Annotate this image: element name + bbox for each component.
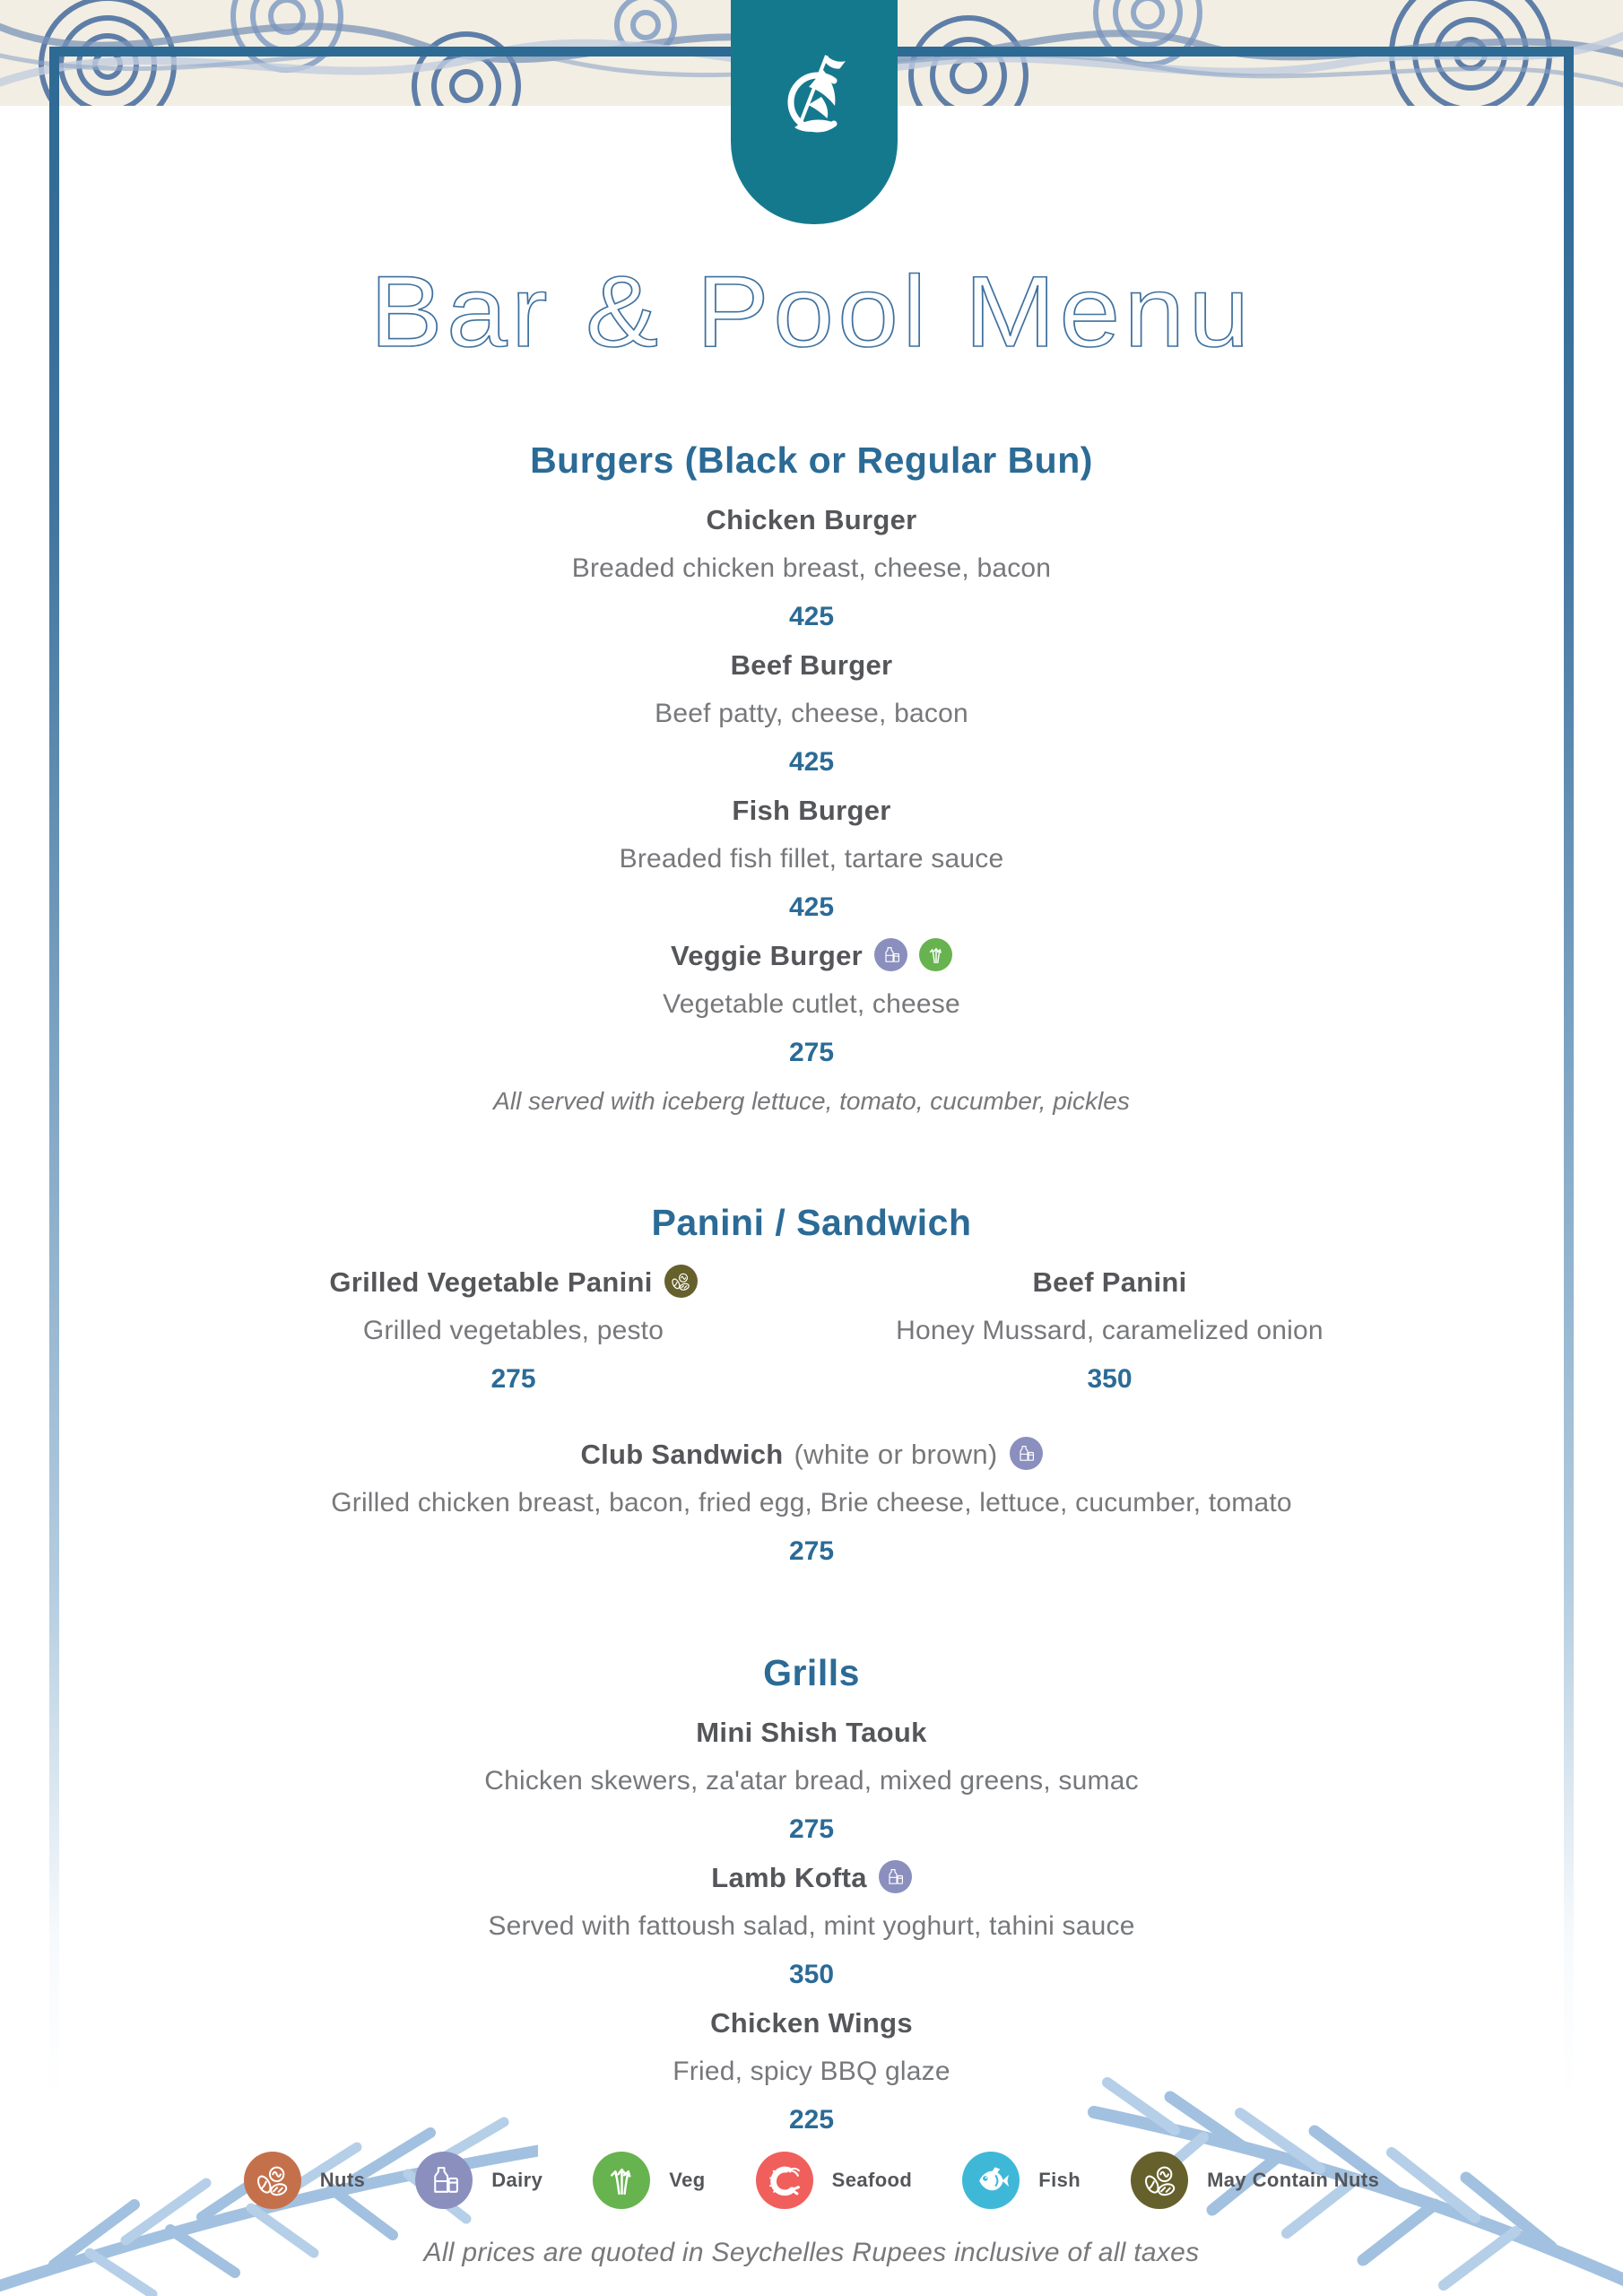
legend-label: Fish <box>1038 2169 1081 2191</box>
seafood-icon <box>756 2152 813 2209</box>
item-name <box>0 1854 1623 1902</box>
section-title: Grills <box>763 1652 860 1693</box>
dairy-icon <box>415 2152 473 2209</box>
resort-logo-icon <box>771 47 857 154</box>
item-name-text: Grilled Vegetable Panini <box>329 1266 653 1298</box>
fish-icon <box>962 2152 1020 2209</box>
item-name: Fish Burger <box>732 795 891 826</box>
burgers-note: All served with iceberg lettuce, tomato, cucumber, pickles <box>493 1087 1130 1115</box>
legend-label: Veg <box>669 2169 706 2191</box>
dairy-icon <box>1010 1437 1043 1470</box>
allergen-legend <box>0 2152 1623 2209</box>
item-name: Beef Panini <box>1032 1266 1187 1298</box>
panini-columns <box>215 1258 1408 1404</box>
item-description: Grilled chicken breast, bacon, fried egg, Brie cheese, lettuce, cucumber, tomato <box>331 1488 1292 1518</box>
legend-label: May Contain Nuts <box>1207 2169 1380 2191</box>
section-title: Burgers (Black or Regular Bun) <box>530 439 1093 481</box>
legend-label: Seafood <box>831 2169 913 2191</box>
item-price: 275 <box>788 1038 835 1067</box>
may-contain-nuts-icon <box>664 1265 698 1298</box>
item-name <box>0 1431 1623 1479</box>
item-price: 275 <box>490 1364 536 1394</box>
may-contain-nuts-icon <box>1131 2152 1188 2209</box>
menu-item-mini-shish-taouk <box>0 1709 1623 1854</box>
item-name <box>215 1258 812 1307</box>
menu-title-text: Bar & Pool Menu <box>369 256 1254 368</box>
item-name-text: Veggie Burger <box>670 940 864 971</box>
item-description: Fried, spicy BBQ glaze <box>673 2057 950 2086</box>
legend-item-dairy <box>415 2152 542 2209</box>
item-price: 425 <box>788 747 835 777</box>
menu-item-fish-burger <box>0 787 1623 932</box>
menu-item-grilled-vegetable-panini <box>215 1258 812 1404</box>
item-price: 225 <box>788 2105 835 2135</box>
menu-item-lamb-kofta <box>0 1854 1623 1999</box>
veg-icon <box>919 938 952 971</box>
menu-item-beef-panini <box>812 1258 1408 1404</box>
item-price: 350 <box>1087 1364 1133 1394</box>
section-title: Panini / Sandwich <box>651 1202 972 1243</box>
menu-item-veggie-burger <box>0 932 1623 1077</box>
item-name: Chicken Wings <box>710 2007 913 2039</box>
item-price: 275 <box>788 1536 835 1566</box>
item-price: 350 <box>788 1960 835 1989</box>
menu-item-beef-burger <box>0 641 1623 787</box>
menu-item-chicken-burger <box>0 496 1623 641</box>
item-description: Beef patty, cheese, bacon <box>655 699 968 728</box>
item-name-text: Lamb Kofta <box>711 1862 867 1893</box>
item-price: 425 <box>788 892 835 922</box>
price-note: All prices are quoted in Seychelles Rupees inclusive of all taxes <box>423 2238 1200 2267</box>
item-description: Chicken skewers, za'atar bread, mixed greens, sumac <box>484 1766 1139 1796</box>
section-panini-sandwich <box>0 1196 1623 1576</box>
item-description: Vegetable cutlet, cheese <box>663 989 960 1019</box>
logo-badge <box>731 0 898 224</box>
item-description: Breaded chicken breast, cheese, bacon <box>571 553 1052 583</box>
item-description: Grilled vegetables, pesto <box>362 1316 664 1345</box>
item-price: 425 <box>788 602 835 631</box>
legend-item-fish <box>962 2152 1081 2209</box>
veg-icon <box>593 2152 650 2209</box>
nuts-icon <box>244 2152 301 2209</box>
item-description: Served with fattoush salad, mint yoghurt, tahini sauce <box>488 1911 1135 1941</box>
legend-item-veg <box>593 2152 705 2209</box>
legend-item-seafood <box>756 2152 913 2209</box>
menu-item-chicken-wings <box>0 1999 1623 2144</box>
legend-item-may-contain-nuts <box>1131 2152 1379 2209</box>
item-price: 275 <box>788 1814 835 1844</box>
dairy-icon <box>874 938 907 971</box>
section-burgers <box>0 433 1623 1126</box>
legend-label: Nuts <box>319 2169 366 2191</box>
item-description: Breaded fish fillet, tartare sauce <box>619 844 1004 874</box>
item-name: Chicken Burger <box>706 504 917 535</box>
item-name-text: Club Sandwich <box>580 1439 784 1470</box>
menu-item-club-sandwich <box>0 1431 1623 1576</box>
section-grills <box>0 1646 1623 2144</box>
item-description: Honey Mussard, caramelized onion <box>896 1316 1324 1345</box>
item-name: Mini Shish Taouk <box>696 1717 927 1748</box>
legend-item-nuts <box>244 2152 366 2209</box>
legend-label: Dairy <box>491 2169 543 2191</box>
item-name-suffix: (white or brown) <box>794 1439 998 1470</box>
item-name: Beef Burger <box>730 649 893 681</box>
menu-title <box>318 231 1305 384</box>
dairy-icon <box>879 1860 912 1893</box>
item-name <box>0 932 1623 980</box>
